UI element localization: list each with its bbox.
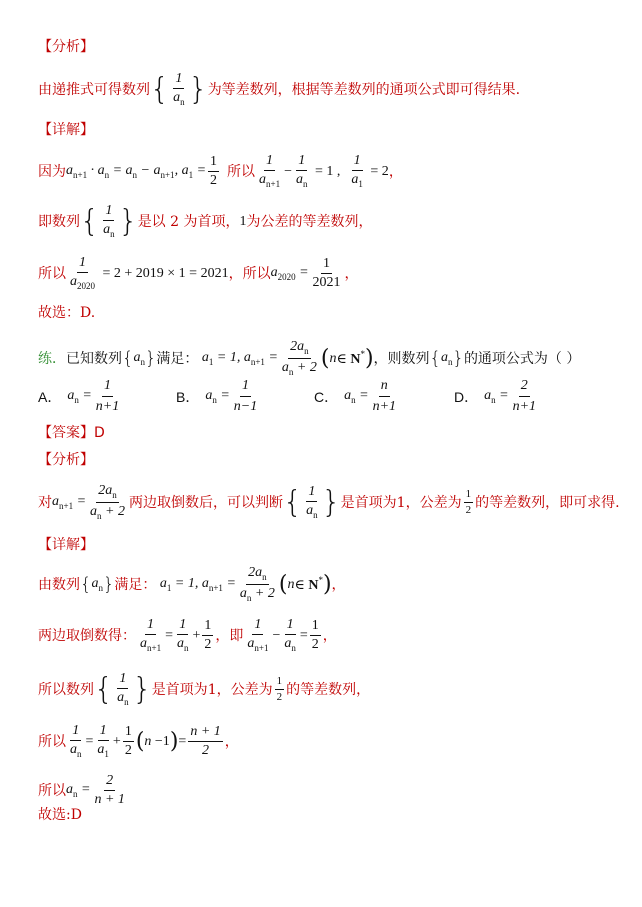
text: 已知数列 — [66, 350, 122, 367]
option-denominator: n+1 — [512, 399, 537, 414]
analysis-text-1 — [38, 72, 520, 107]
fraction: $\frac{1}{a_n}$ — [296, 153, 308, 189]
text: 所以 — [227, 163, 256, 180]
fraction-half: $\frac{1}{2}$ — [210, 154, 218, 188]
option-numerator: n — [379, 378, 390, 397]
detail2-line-3: 所以数列 { $\frac{1}{a_n}$ } 是首项为 1，公差为 $\frac{1}{2}$ 的等差数列， — [38, 671, 371, 707]
conclusion-1: 故选：D. — [38, 305, 96, 321]
option-numerator: 1 — [102, 378, 113, 397]
text: 的通项公式为（ ） — [463, 350, 581, 367]
text: ， — [344, 265, 359, 282]
fraction: $\frac{1}{a_1}$ — [351, 153, 363, 189]
option-d[interactable]: D． $a_n$ = $\frac{2}{n+1}$ — [454, 378, 537, 414]
analysis-label-2: 【分析】 — [38, 452, 94, 468]
option-denominator: n+1 — [95, 399, 120, 414]
text: 满足： — [114, 576, 157, 593]
option-c[interactable]: C． $a_n$ = $\frac{n}{n+1}$ — [314, 378, 397, 414]
text: 1，公差为 — [207, 681, 273, 698]
option-letter: A． — [38, 388, 62, 405]
detail2-line-5: 所以 $a_n$ = $\frac{2}{n + 1}$ — [38, 773, 125, 807]
fraction: $\frac{1}{a_{2020}}$ — [70, 255, 95, 291]
text: 两边取倒数后，可以判断 — [128, 494, 283, 511]
text: ， — [388, 163, 403, 180]
text: 是首项为 — [340, 494, 397, 511]
text: 即数列 — [38, 213, 80, 230]
text: ，所以 — [228, 265, 271, 282]
left-brace: { — [282, 484, 303, 520]
detail2-line-2: 两边取倒数得： $\frac{1}{a_{n+1}}$ = $\frac{1}{a_n}$ + $\frac{1}{2}$ ，即 $\frac{1}{a_{n+1}}$ − $\frac{1}{a_n}$ = $\frac{1}{2}$ ， — [38, 617, 337, 653]
detail2-line-4: 所以 $\frac{1}{a_n}$ = $\frac{1}{a_1}$ + $\frac{1}{2}$ ( n −1 ) = $\frac{n + 1}{2}$ ， — [38, 723, 239, 759]
option-letter: C． — [314, 388, 339, 405]
detail-line-2 — [38, 204, 373, 239]
problem-statement: 练． 已知数列 { $a_n$ } 满足： $a_1 = 1$, $a_{n+1}$ = $\frac{2a_n}{a_n + 2}$ ( n ∈ N* ) ，则数列 { $a_n$ } 的通项公式为（ ） — [38, 339, 581, 377]
detail2-line-1: 由数列 { $a_n$ } 满足： $a_1 = 1$, $a_{n+1}$ = $\frac{2a_n}{a_n + 2}$ ( n ∈ N* ) ， — [38, 565, 346, 603]
text: 对 — [38, 494, 52, 511]
detail-line-3: 所以 $\frac{1}{a_{2020}}$ = 2 + 2019 × 1 = 2021 ，所以 $a_{2020}$ = $\frac{1}{2021}$ ， — [38, 255, 359, 291]
option-letter: D． — [454, 388, 479, 405]
text: 所以 — [38, 733, 66, 750]
fraction: $\frac{1}{a_{n+1}}$ — [259, 153, 281, 189]
option-numerator: 1 — [240, 378, 251, 397]
text: 所以 — [38, 265, 66, 282]
text: 为公差的等差数列， — [246, 213, 373, 230]
detail-label-1: 【详解】 — [38, 122, 94, 138]
text: ，则数列 — [373, 350, 430, 367]
text: ，即 — [215, 627, 244, 644]
formula-recurrence: $a_{n+1} \cdot a_n = a_n - a_{n+1}$, $a_1$ = — [66, 162, 207, 180]
text: 的等差数列， — [286, 681, 371, 698]
right-brace: } — [132, 671, 152, 707]
option-numerator: 2 — [519, 378, 530, 397]
text: 1 — [239, 213, 247, 229]
fraction-recurrence: $\frac{2a_n}{a_n + 2}$ — [281, 339, 317, 377]
left-brace: { — [150, 71, 170, 107]
fraction: $\frac{1}{2021}$ — [312, 256, 341, 290]
option-denominator: n−1 — [233, 399, 258, 414]
text: 满足： — [156, 350, 199, 367]
right-brace: } — [188, 71, 208, 107]
option-letter: B． — [176, 388, 200, 405]
right-brace: } — [321, 484, 341, 520]
analysis-label-1: 【分析】 — [38, 39, 94, 55]
detail-label-2: 【详解】 — [38, 537, 94, 553]
analysis-text-2: 对 $a_{n+1}$ = $\frac{2a_n}{a_n + 2}$ 两边取倒数后，可以判断 { $\frac{1}{a_n}$ } 是首项为 1，公差为 $\frac{1}{2}$ 的等差数列，即可求得. — [38, 483, 620, 521]
text: 是以 2 为首项， — [137, 213, 240, 230]
fraction-one-over-an: $\frac{1}{a_n}$ — [173, 71, 185, 107]
text: 为等差数列，根据等差数列的通项公式即可得结果. — [207, 81, 521, 98]
text: 由递推式可得数列 — [38, 81, 150, 98]
text: 1，公差为 — [396, 494, 462, 511]
detail-line-1: 因为 $a_{n+1} \cdot a_n = a_n - a_{n+1}$, $a_1$ = $\frac{1}{2}$ 所以 $\frac{1}{a_{n+1}}$ − $\frac{1}{a_n}$ = 1 , $\frac{1}{a_1}$ = 2 ， — [38, 153, 403, 189]
option-a[interactable]: A． $a_n$ = $\frac{1}{n+1}$ — [38, 378, 120, 414]
fraction-one-over-an: $\frac{1}{a_n}$ — [103, 203, 115, 239]
answer-label: 【答案】D — [38, 425, 105, 441]
exercise-prefix: 练． — [38, 350, 66, 367]
text: 的等差数列，即可求得. — [475, 494, 620, 511]
text: 由数列 — [38, 576, 80, 593]
right-brace: } — [118, 203, 138, 239]
text: 因为 — [38, 163, 66, 180]
conclusion-2: 故选:D — [38, 807, 82, 823]
text: 两边取倒数得： — [38, 627, 136, 644]
text: 是首项为 — [151, 681, 208, 698]
left-brace: { — [80, 203, 100, 239]
text: 所以数列 — [38, 681, 94, 698]
option-denominator: n+1 — [372, 399, 397, 414]
text: 所以 — [38, 782, 66, 799]
left-brace: { — [94, 671, 114, 707]
option-b[interactable]: B． $a_n$ = $\frac{1}{n-1}$ — [176, 378, 258, 414]
